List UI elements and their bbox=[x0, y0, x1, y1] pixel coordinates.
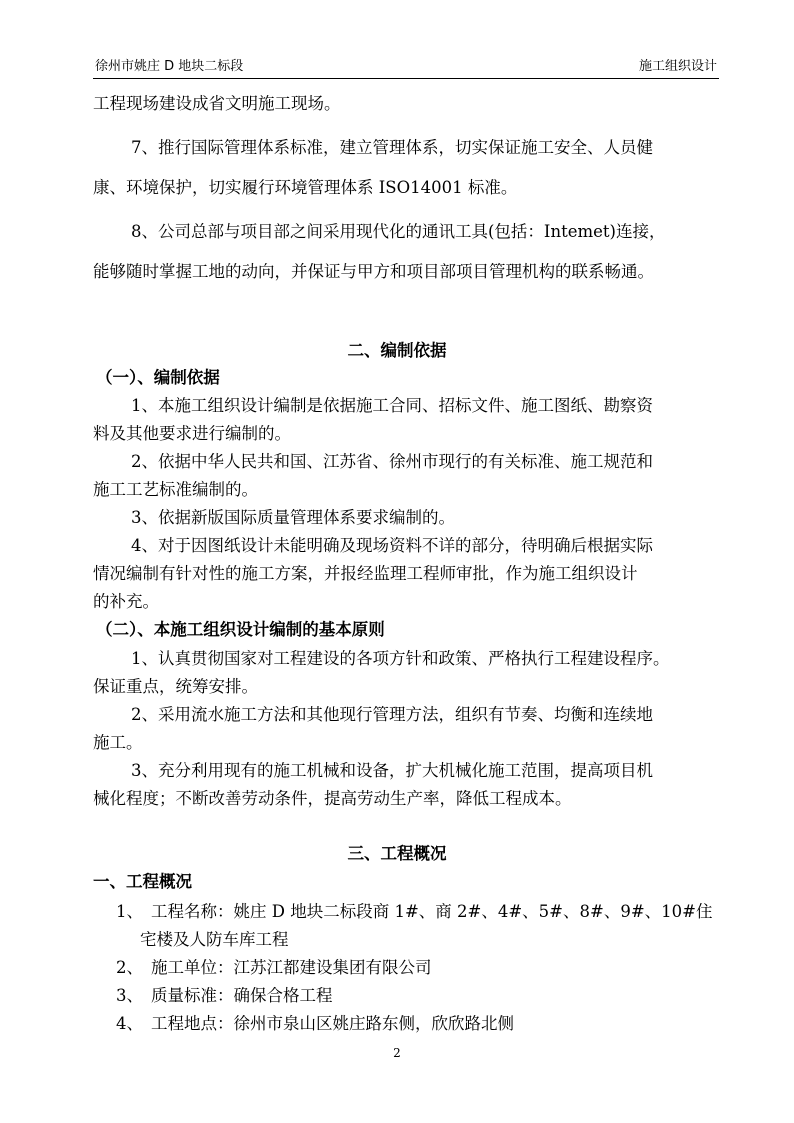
paragraph-line: 3、充分利用现有的施工机械和设备，扩大机械化施工范围，提高项目机 bbox=[131, 761, 653, 780]
subsection-title: （一）、编制依据 bbox=[96, 368, 220, 387]
page-number: 2 bbox=[393, 1046, 401, 1060]
paragraph-line: 1、本施工组织设计编制是依据施工合同、招标文件、施工图纸、勘察资 bbox=[131, 396, 653, 415]
list-item-text: 工程名称：姚庄 D 地块二标段商 1#、商 2#、4#、5#、8#、9#、10#住 bbox=[151, 902, 713, 921]
header-doc-title: 施工组织设计 bbox=[638, 59, 717, 74]
paragraph-line: 4、对于因图纸设计未能明确及现场资料不详的部分，待明确后根据实际 bbox=[131, 536, 653, 555]
paragraph-line: 1、认真贯彻国家对工程建设的各项方针和政策、严格执行工程建设程序。 bbox=[131, 649, 670, 668]
paragraph-line: 料及其他要求进行编制的。 bbox=[93, 424, 291, 443]
header-project-name: 徐州市姚庄 D 地块二标段 bbox=[95, 59, 244, 74]
paragraph-line: 工程现场建设成省文明施工现场。 bbox=[93, 94, 341, 113]
list-item-number: 4、 bbox=[116, 1014, 143, 1033]
paragraph-line: 8、公司总部与项目部之间采用现代化的通讯工具(包括：Intemet)连接， bbox=[131, 222, 666, 241]
paragraph-line: 施工工艺标准编制的。 bbox=[93, 480, 258, 499]
list-item-text: 施工单位：江苏江都建设集团有限公司 bbox=[151, 958, 432, 977]
paragraph-line: 2、依据中华人民共和国、江苏省、徐州市现行的有关标准、施工规范和 bbox=[131, 452, 653, 471]
paragraph-line: 械化程度；不断改善劳动条件，提高劳动生产率，降低工程成本。 bbox=[93, 789, 572, 808]
list-item-number: 3、 bbox=[116, 986, 143, 1005]
list-item-number: 2、 bbox=[116, 958, 143, 977]
paragraph-line: 保证重点，统筹安排。 bbox=[93, 677, 258, 696]
paragraph-line: 7、推行国际管理体系标准，建立管理体系，切实保证施工安全、人员健 bbox=[131, 138, 653, 157]
list-item-number: 1、 bbox=[116, 902, 143, 921]
paragraph-line: 能够随时掌握工地的动向，并保证与甲方和项目部项目管理机构的联系畅通。 bbox=[93, 262, 654, 281]
paragraph-line: 施工。 bbox=[93, 733, 143, 752]
list-item-text: 质量标准：确保合格工程 bbox=[151, 986, 333, 1005]
subsection-title: （二）、本施工组织设计编制的基本原则 bbox=[96, 620, 385, 639]
list-item-text: 工程地点：徐州市泉山区姚庄路东侧，欣欣路北侧 bbox=[151, 1014, 514, 1033]
paragraph-line: 康、环境保护，切实履行环境管理体系 ISO14001 标准。 bbox=[93, 178, 518, 197]
paragraph-line: 的补充。 bbox=[93, 592, 159, 611]
paragraph-line: 3、依据新版国际质量管理体系要求编制的。 bbox=[131, 508, 455, 527]
section-title: 三、工程概况 bbox=[347, 844, 447, 863]
list-item-text: 宅楼及人防车库工程 bbox=[140, 930, 289, 949]
subsection-title: 一、工程概况 bbox=[93, 872, 192, 891]
paragraph-line: 2、采用流水施工方法和其他现行管理方法，组织有节奏、均衡和连续地 bbox=[131, 705, 653, 724]
page-header bbox=[93, 56, 719, 79]
paragraph-line: 情况编制有针对性的施工方案，并报经监理工程师审批，作为施工组织设计 bbox=[93, 564, 638, 583]
section-title: 二、编制依据 bbox=[347, 341, 447, 360]
